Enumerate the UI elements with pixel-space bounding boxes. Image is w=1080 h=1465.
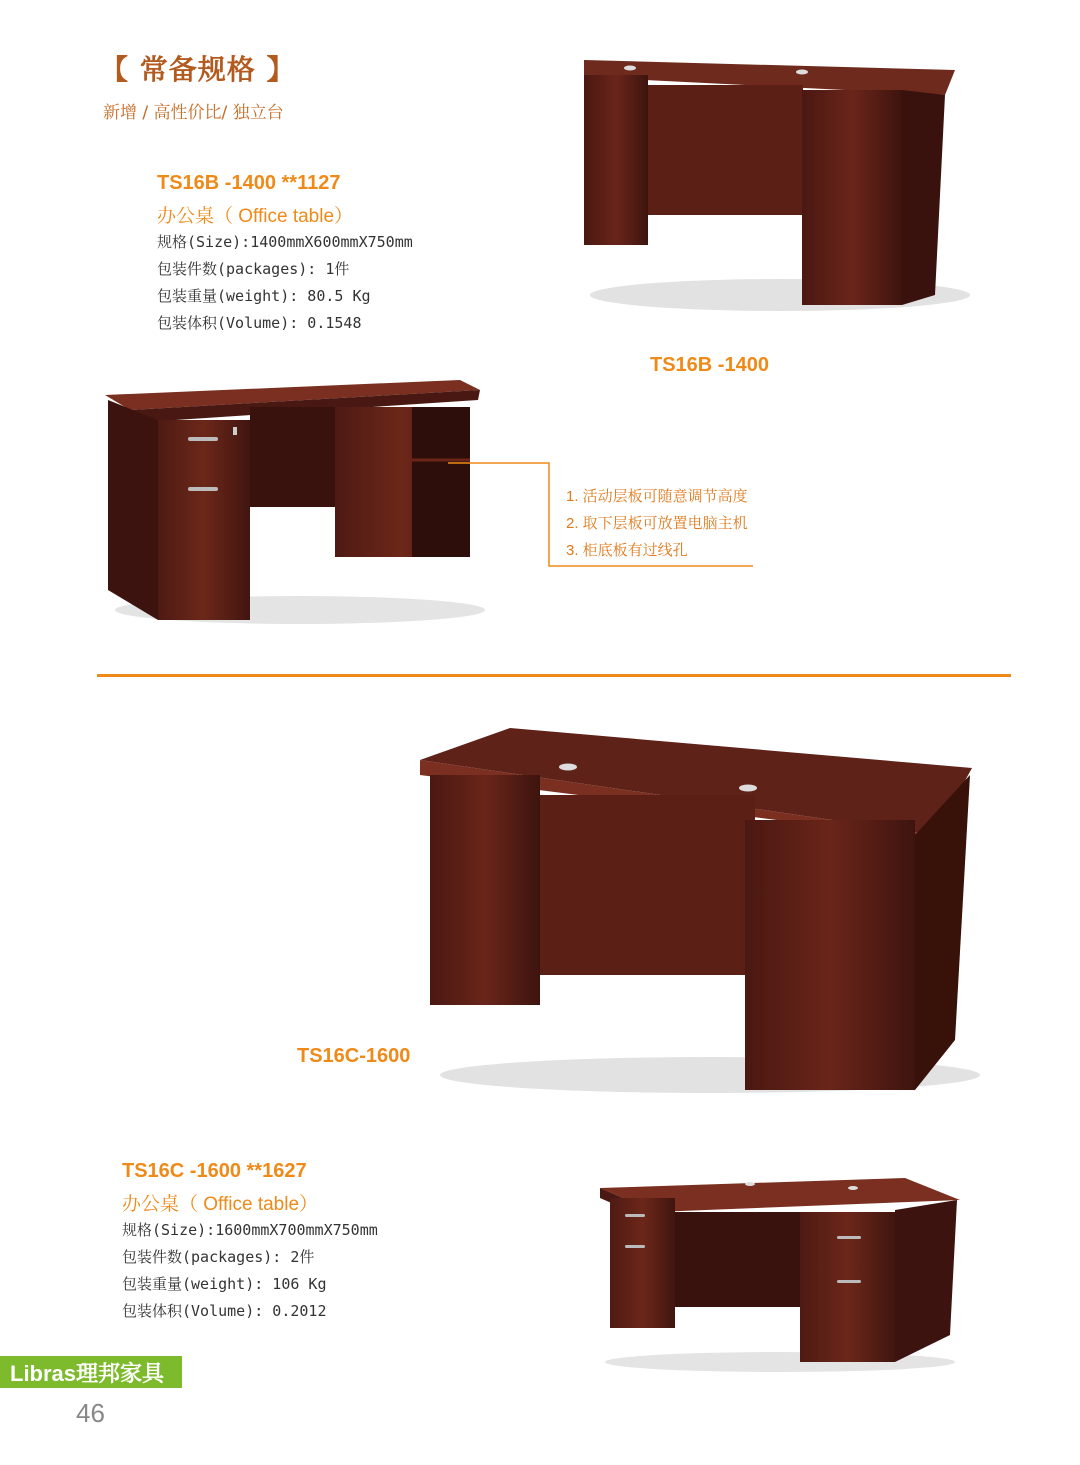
product2-spec-packages: 包装件数(packages): 2件	[122, 1248, 315, 1266]
page-number: 46	[76, 1398, 105, 1428]
section-subtitle: 新增 / 高性价比/ 独立台	[103, 103, 284, 123]
product1-front-view-image	[100, 365, 490, 630]
product1-spec-weight: 包装重量(weight): 80.5 Kg	[157, 287, 371, 305]
product1-back-view-image	[570, 55, 970, 315]
product2-image-label: TS16C-1600	[297, 1045, 411, 1067]
product2-model: TS16C -1600 **1627	[122, 1160, 307, 1182]
product1-image-label: TS16B -1400	[650, 354, 769, 376]
section-title: 【 常备规格 】	[100, 53, 296, 86]
feature-item: 1. 活动层板可随意调节高度	[566, 488, 748, 505]
product2-back-view-image	[410, 720, 980, 1095]
product2-front-view-image	[595, 1170, 965, 1375]
product2-spec-volume: 包装体积(Volume): 0.2012	[122, 1302, 327, 1320]
product2-spec-weight: 包装重量(weight): 106 Kg	[122, 1275, 327, 1293]
product1-spec-volume: 包装体积(Volume): 0.1548	[157, 314, 362, 332]
product1-name: 办公桌（ Office table）	[157, 206, 354, 227]
product1-spec-list	[157, 229, 413, 337]
feature-item: 2. 取下层板可放置电脑主机	[566, 515, 748, 532]
product2-spec-list	[122, 1217, 378, 1325]
section-divider	[97, 674, 1011, 677]
product1-feature-list	[566, 483, 748, 564]
brand-logo-text: Libras理邦家具	[10, 1360, 165, 1386]
feature-item: 3. 柜底板有过线孔	[566, 542, 688, 559]
product1-spec-packages: 包装件数(packages): 1件	[157, 260, 350, 278]
product2-spec-size: 规格(Size):1600mmX700mmX750mm	[122, 1221, 378, 1239]
product2-name: 办公桌（ Office table）	[122, 1194, 319, 1215]
brand-logo	[0, 1356, 182, 1388]
product1-spec-size: 规格(Size):1400mmX600mmX750mm	[157, 233, 413, 251]
product1-model: TS16B -1400 **1127	[157, 172, 341, 194]
